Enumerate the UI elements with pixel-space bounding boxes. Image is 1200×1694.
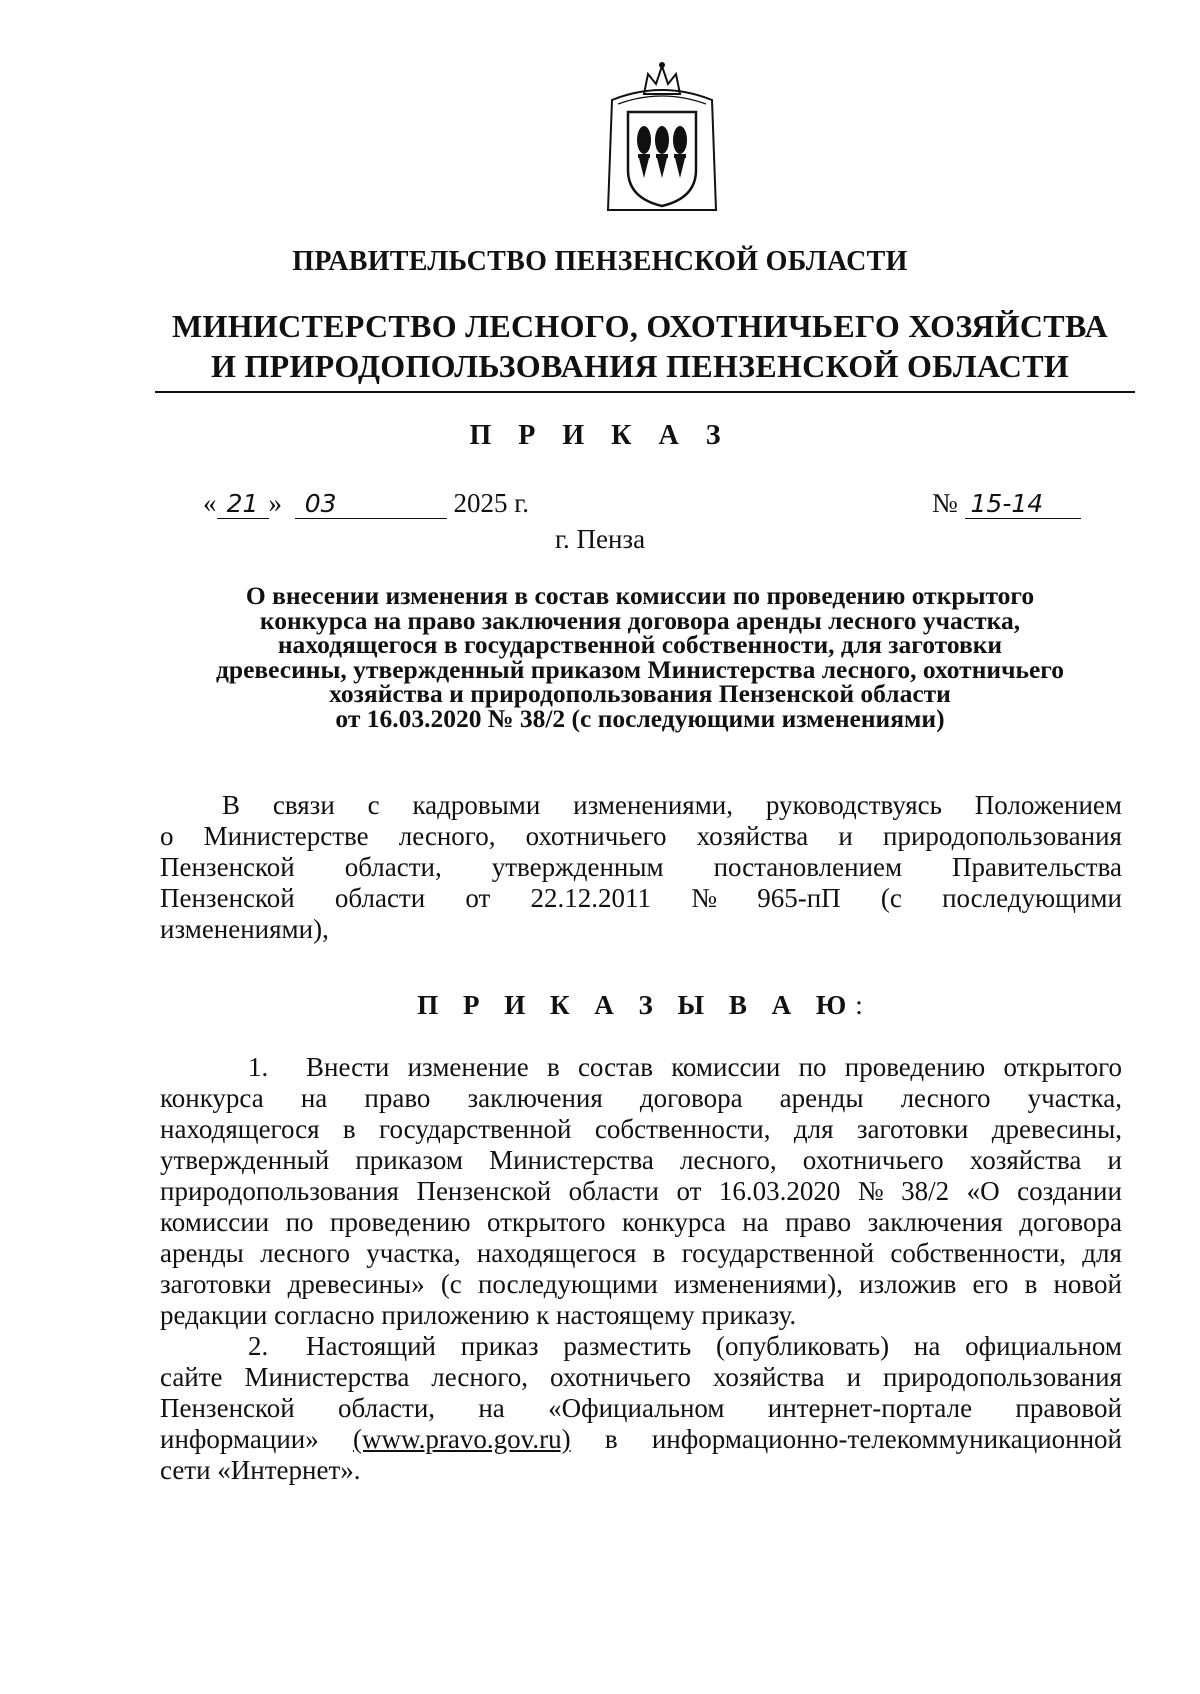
line-start: [160, 1114, 320, 1145]
date-month: 03: [295, 489, 447, 519]
government-name: ПРАВИТЕЛЬСТВО ПЕНЗЕНСКОЙ ОБЛАСТИ: [292, 246, 908, 277]
word: для: [1082, 1238, 1122, 1268]
word: от: [465, 883, 491, 913]
text-line: [160, 1424, 1122, 1455]
text-line: [160, 1114, 1122, 1145]
line-start: [160, 1269, 271, 1300]
word: государственной: [681, 1238, 875, 1268]
word: аренды: [779, 1083, 864, 1113]
word: руководствуясь: [765, 790, 942, 820]
word: аренды: [160, 1238, 244, 1268]
preamble-paragraph: [160, 790, 1122, 945]
word: разместить: [563, 1331, 692, 1361]
word: (с: [880, 883, 902, 913]
word: заготовки: [160, 1269, 272, 1299]
word: хозяйства: [696, 821, 809, 851]
word: право: [785, 1207, 852, 1237]
word: о: [160, 821, 174, 851]
line-start: [160, 883, 295, 914]
word: комиссии: [671, 1052, 781, 1082]
title-line: конкурса на право заключения договора аренды лесного участка,: [259, 605, 1021, 635]
word: постановлением: [713, 852, 903, 882]
line-start: [160, 852, 295, 883]
word: лесного,: [679, 1145, 777, 1175]
word: природопользования: [883, 1362, 1122, 1392]
date-year: 2025 г.: [453, 488, 530, 518]
word: 22.12.2011: [530, 883, 652, 913]
word: открытого: [486, 1207, 606, 1237]
word: его: [972, 1269, 1009, 1299]
word: и: [846, 1362, 862, 1392]
word: 16.03.2020: [718, 1176, 841, 1206]
word: хозяйства: [969, 1145, 1082, 1175]
text-line: [160, 852, 1122, 883]
order-items: [160, 1052, 1122, 1486]
text-line: [160, 1269, 1122, 1300]
line-start: [248, 1331, 436, 1362]
word: в: [546, 1052, 560, 1082]
item-number: 2.: [248, 1331, 269, 1361]
word: от: [676, 1176, 702, 1206]
header-divider: [155, 391, 1135, 393]
text-line: [160, 1083, 1122, 1114]
word: (опубликовать): [715, 1331, 890, 1361]
word: право: [364, 1083, 431, 1113]
text-line: сети «Интернет».: [160, 1455, 361, 1485]
word: информационно-телекоммуникационной: [651, 1424, 1122, 1454]
number-value: 15-14: [965, 489, 1081, 519]
word: №: [691, 883, 718, 913]
word: в: [1024, 1269, 1038, 1299]
word: кадровыми: [412, 790, 541, 820]
word: Настоящий: [306, 1331, 437, 1361]
line-start: [160, 1083, 264, 1114]
word: на: [300, 1083, 328, 1113]
word: области,: [338, 1393, 436, 1423]
word: по: [285, 1207, 314, 1237]
word: официальном: [965, 1331, 1122, 1361]
word: области,: [344, 852, 442, 882]
word: находящегося: [160, 1114, 320, 1144]
text-line: [160, 821, 1122, 852]
word: древесины»: [287, 1269, 425, 1299]
title-line: древесины, утвержденный приказом Министерства лесного, охотничьего: [216, 654, 1064, 684]
word: природопользования: [883, 821, 1122, 851]
word: 38/2: [901, 1176, 950, 1206]
text-line: [160, 1207, 1122, 1238]
word: Положением: [974, 790, 1122, 820]
word: договора: [1019, 1207, 1122, 1237]
line-start: [160, 1238, 244, 1269]
date-day: 21: [217, 489, 269, 519]
document-city: г. Пенза: [554, 524, 646, 554]
title-line: О внесении изменения в состав комиссии по проведению открытого: [245, 581, 1035, 610]
word: Пензенской: [160, 883, 295, 913]
word: в: [604, 1424, 618, 1454]
line-start: [160, 1362, 223, 1393]
word: государственной: [379, 1114, 572, 1144]
word: №: [857, 1176, 884, 1206]
word: утвержденным: [491, 852, 664, 882]
word: В: [222, 790, 241, 820]
word: собственности,: [594, 1114, 771, 1144]
word: на: [742, 1207, 769, 1237]
word: собственности,: [890, 1238, 1067, 1268]
word: для: [793, 1114, 834, 1144]
word: охотничьего: [550, 1362, 691, 1392]
text-line: [160, 1362, 1122, 1393]
word: «О: [966, 1176, 1000, 1206]
ministry-name: [150, 306, 1130, 386]
text-line: [160, 1176, 1122, 1207]
portal-link: (www.pravo.gov.ru): [352, 1424, 571, 1454]
word: лесного: [260, 1238, 351, 1268]
word: приказом: [355, 1145, 463, 1175]
text-line: изменениями),: [160, 914, 329, 944]
document-type: П Р И К А З: [469, 420, 731, 451]
word: утвержденный: [160, 1145, 330, 1175]
word: комиссии: [160, 1207, 270, 1237]
document-number: [932, 488, 1081, 519]
word: участка,: [366, 1238, 461, 1268]
line-start: [160, 821, 174, 852]
word: Министерства: [489, 1145, 654, 1175]
word: области: [568, 1176, 659, 1206]
word: на: [913, 1331, 941, 1361]
word: изменениями),: [674, 1269, 843, 1299]
word: лесного,: [431, 1362, 529, 1392]
word: проведению: [330, 1207, 471, 1237]
word: проведению: [844, 1052, 986, 1082]
word: и: [1107, 1145, 1122, 1175]
word: интернет-портале: [767, 1393, 973, 1423]
word: заключения: [867, 1207, 1003, 1237]
word: Правительства: [952, 852, 1122, 882]
text-line: [160, 1238, 1122, 1269]
word: древесины,: [991, 1114, 1122, 1144]
word: новой: [1053, 1269, 1122, 1299]
text-line: редакции согласно приложению к настоящему приказу.: [160, 1300, 797, 1330]
word: заключения: [467, 1083, 603, 1113]
word: последующими: [942, 883, 1122, 913]
ministry-line-1: МИНИСТЕРСТВО ЛЕСНОГО, ОХОТНИЧЬЕГО ХОЗЯЙСТВА: [172, 308, 1108, 344]
word: открытого: [1003, 1052, 1122, 1082]
document-date: [203, 488, 529, 519]
title-line: находящегося в государственной собственности, для заготовки: [277, 630, 1003, 659]
order-heading: [0, 990, 1200, 1021]
word: лесного: [900, 1083, 991, 1113]
title-line: хозяйства и природопользования Пензенской области: [329, 679, 951, 708]
order-colon: :: [855, 990, 863, 1020]
word: 965-пП: [757, 883, 841, 913]
ministry-line-2: И ПРИРОДОПОЛЬЗОВАНИЯ ПЕНЗЕНСКОЙ ОБЛАСТИ: [210, 348, 1070, 384]
word: Министерстве: [203, 821, 369, 851]
word: в: [342, 1114, 356, 1144]
word: изложив: [859, 1269, 957, 1299]
text-line: [160, 790, 1122, 821]
word: в: [652, 1238, 666, 1268]
word: по: [798, 1052, 827, 1082]
word: хозяйства: [712, 1362, 825, 1392]
word: конкурса: [621, 1207, 726, 1237]
word: охотничьего: [525, 821, 667, 851]
line-start: [160, 1393, 295, 1424]
title-line: от 16.03.2020 № 38/2 (с последующими изменениями): [335, 703, 945, 733]
word: Пензенской: [160, 1393, 295, 1423]
word: «Официальном: [548, 1393, 725, 1423]
word: последующими: [477, 1269, 658, 1299]
document-title: [150, 581, 1130, 733]
word: связи: [272, 790, 335, 820]
word: участка,: [1027, 1083, 1122, 1113]
word: создании: [1017, 1176, 1122, 1206]
word: приказ: [460, 1331, 539, 1361]
word: договора: [639, 1083, 743, 1113]
word: Министерства: [244, 1362, 410, 1392]
word: информации»: [160, 1424, 319, 1454]
text-line: [160, 1331, 1122, 1362]
word: и: [838, 821, 853, 851]
text-line: [160, 1145, 1122, 1176]
coat-of-arms-icon: [604, 60, 720, 216]
quote-close: »: [268, 488, 282, 518]
word: находящегося: [476, 1238, 637, 1268]
line-start: [160, 1207, 269, 1238]
word: изменение: [407, 1052, 529, 1082]
word: охотничьего: [802, 1145, 944, 1175]
line-start: [248, 1052, 389, 1083]
word: (с: [440, 1269, 462, 1299]
text-line: [160, 1052, 1122, 1083]
word: Пензенской: [160, 852, 295, 882]
number-label: №: [932, 488, 958, 518]
word: области: [334, 883, 426, 913]
item-number: 1.: [248, 1052, 269, 1082]
word: природопользования: [160, 1176, 399, 1206]
word: с: [367, 790, 380, 820]
word: сайте: [160, 1362, 223, 1392]
word: Пензенской: [416, 1176, 552, 1206]
word: конкурса: [160, 1083, 264, 1113]
word: на: [478, 1393, 505, 1423]
text-line: [160, 1393, 1122, 1424]
line-start: [222, 790, 240, 821]
word: изменениями,: [573, 790, 733, 820]
line-start: [160, 1176, 399, 1207]
order-word: П Р И К А З Ы В А Ю: [417, 990, 856, 1020]
word: заготовки: [856, 1114, 969, 1144]
word: лесного,: [398, 821, 496, 851]
text-line: [160, 883, 1122, 914]
word: правовой: [1015, 1393, 1122, 1423]
line-start: [160, 1424, 319, 1455]
word: Внести: [306, 1052, 390, 1082]
line-start: [160, 1145, 329, 1176]
quote-open: «: [203, 488, 217, 518]
word: состав: [577, 1052, 653, 1082]
